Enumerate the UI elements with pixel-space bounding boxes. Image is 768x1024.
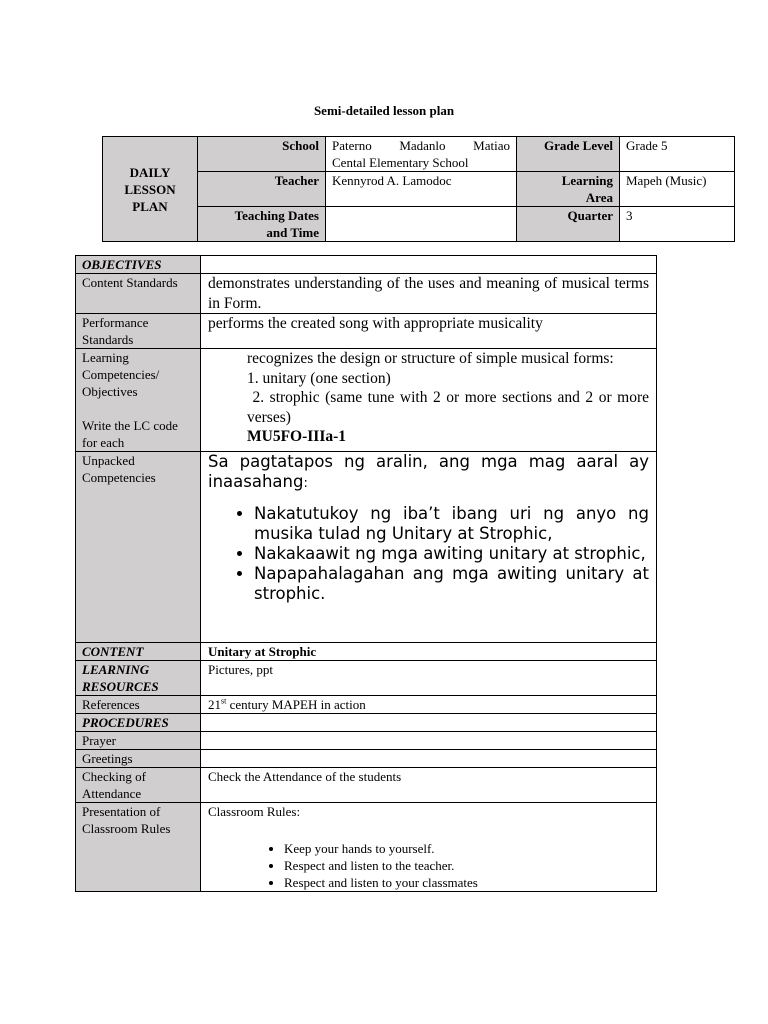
row-checking-attendance — [76, 768, 657, 803]
classroom-rule-item: • Respect and listen to the teacher. — [284, 857, 649, 874]
row-performance-standards — [76, 314, 657, 349]
row-references — [76, 696, 657, 714]
lc-label-line-5: for each — [82, 435, 125, 450]
daily-lesson-plan-cell — [103, 137, 198, 242]
content-heading: CONTENT — [76, 643, 201, 661]
lc-text: recognizes the design or structure of simple musical forms: — [247, 350, 614, 367]
unpacked-item: • Nakatutukoy ng iba’t ibang uri ng anyo ng musika tulad ng Unitary at Strophic, — [254, 504, 649, 544]
prayer-empty-cell — [201, 732, 657, 750]
content-value: Unitary at Strophic — [201, 643, 657, 661]
performance-label-line-1: Performance — [82, 315, 149, 330]
row-content-standards — [76, 274, 657, 314]
lr-label-line-2: RESOURCES — [82, 679, 159, 694]
content-standards-label: Content Standards — [76, 274, 201, 314]
unpacked-item: • Napapahalagahan ang mga awiting unitary at strophic. — [254, 564, 649, 604]
teacher-label: Teacher — [198, 172, 326, 207]
learning-area-label-line-1: Learning — [561, 173, 613, 188]
greetings-empty-cell — [201, 750, 657, 768]
row-learning-competencies — [76, 349, 657, 452]
unpacked-intro-text: Sa pagtatapos ng aralin, ang mga mag aaral ay inaasahang — [208, 452, 649, 491]
objectives-heading: OBJECTIVES — [76, 256, 201, 274]
row-greetings — [76, 750, 657, 768]
grade-level-value: Grade 5 — [620, 137, 735, 172]
unpacked-label-line-1: Unpacked — [82, 453, 135, 468]
learning-competencies-label — [76, 349, 201, 452]
learning-area-label-line-2: Area — [585, 190, 613, 205]
lc-item-unitary: 1. unitary (one section) — [247, 369, 391, 387]
prayer-label: Prayer — [76, 732, 201, 750]
row-objectives — [76, 256, 657, 274]
lr-label-line-1: LEARNING — [82, 662, 150, 677]
row-classroom-rules — [76, 803, 657, 892]
performance-standards-label — [76, 314, 201, 349]
dlp-line-3: PLAN — [132, 198, 168, 214]
procedures-heading: PROCEDURES — [76, 714, 201, 732]
school-label: School — [198, 137, 326, 172]
unpacked-intro — [208, 452, 649, 494]
presentation-label-line-2: Classroom Rules — [82, 821, 171, 836]
learning-competencies-value — [201, 349, 657, 452]
row-prayer — [76, 732, 657, 750]
classroom-rule-item: • Respect and listen to your classmates — [284, 874, 649, 891]
row-unpacked-competencies — [76, 452, 657, 643]
school-value-line-1: Paterno Madanlo Matiao — [332, 138, 510, 153]
greetings-label: Greetings — [76, 750, 201, 768]
header-row-dates — [103, 207, 735, 242]
objectives-empty-cell — [201, 256, 657, 274]
school-value-line-2: Cental Elementary School — [332, 155, 469, 170]
lc-code: MU5FO-IIIa-1 — [247, 428, 347, 445]
learning-area-value: Mapeh (Music) — [620, 172, 735, 207]
learning-resources-heading — [76, 661, 201, 696]
classroom-rule-item: • Keep your hands to yourself. — [284, 840, 649, 857]
unpacked-competencies-value — [201, 452, 657, 643]
row-procedures — [76, 714, 657, 732]
performance-label-line-2: Standards — [82, 332, 134, 347]
teaching-dates-label — [198, 207, 326, 242]
checking-label-line-2: Attendance — [82, 786, 142, 801]
dlp-line-2: LESSON — [124, 181, 176, 197]
quarter-label: Quarter — [517, 207, 620, 242]
classroom-rules-value — [201, 803, 657, 892]
unpacked-list — [208, 504, 649, 604]
lesson-plan-header-table — [102, 136, 735, 242]
presentation-label-line-1: Presentation of — [82, 804, 161, 819]
unpacked-competencies-label — [76, 452, 201, 643]
quarter-value: 3 — [620, 207, 735, 242]
references-label: References — [76, 696, 201, 714]
lesson-plan-main-table — [75, 255, 657, 892]
dlp-line-1: DAILY — [129, 164, 171, 180]
classroom-rules-label — [76, 803, 201, 892]
lc-item-strophic: 2. strophic (same tune with 2 or more sections and 2 or more verses) — [247, 389, 653, 426]
lc-label-line-3: Objectives — [82, 384, 138, 399]
checking-attendance-value: Check the Attendance of the students — [201, 768, 657, 803]
grade-level-label: Grade Level — [517, 137, 620, 172]
unpacked-label-line-2: Competencies — [82, 470, 156, 485]
school-value — [326, 137, 517, 172]
learning-resources-value: Pictures, ppt — [201, 661, 657, 696]
header-row-school — [103, 137, 735, 172]
checking-label-line-1: Checking of — [82, 769, 146, 784]
unpacked-item: • Nakakaawit ng mga awiting unitary at strophic, — [254, 544, 649, 564]
checking-attendance-label — [76, 768, 201, 803]
row-content — [76, 643, 657, 661]
content-standards-value: demonstrates understanding of the uses and meaning of musical terms in Form. — [201, 274, 657, 314]
lc-label-line-4: Write the LC code — [82, 418, 178, 433]
references-sup: st — [221, 696, 227, 706]
lc-label-line-1: Learning — [82, 350, 129, 365]
teaching-dates-value — [326, 207, 517, 242]
lc-label-line-2: Competencies/ — [82, 367, 160, 382]
references-num: 21 — [208, 697, 221, 712]
teaching-dates-label-line-1: Teaching Dates — [234, 208, 319, 223]
references-rest: century MAPEH in action — [226, 697, 366, 712]
classroom-rules-list — [208, 840, 649, 891]
performance-standards-value: performs the created song with appropriate musicality — [201, 314, 657, 349]
teaching-dates-label-line-2: and Time — [266, 225, 319, 240]
procedures-empty-cell — [201, 714, 657, 732]
header-row-teacher — [103, 172, 735, 207]
references-value — [201, 696, 657, 714]
unpacked-intro-colon: : — [303, 476, 308, 491]
row-learning-resources — [76, 661, 657, 696]
document-title: Semi-detailed lesson plan — [313, 103, 455, 118]
learning-area-label — [517, 172, 620, 207]
teacher-value: Kennyrod A. Lamodoc — [326, 172, 517, 207]
classroom-rules-title: Classroom Rules: — [208, 804, 301, 819]
